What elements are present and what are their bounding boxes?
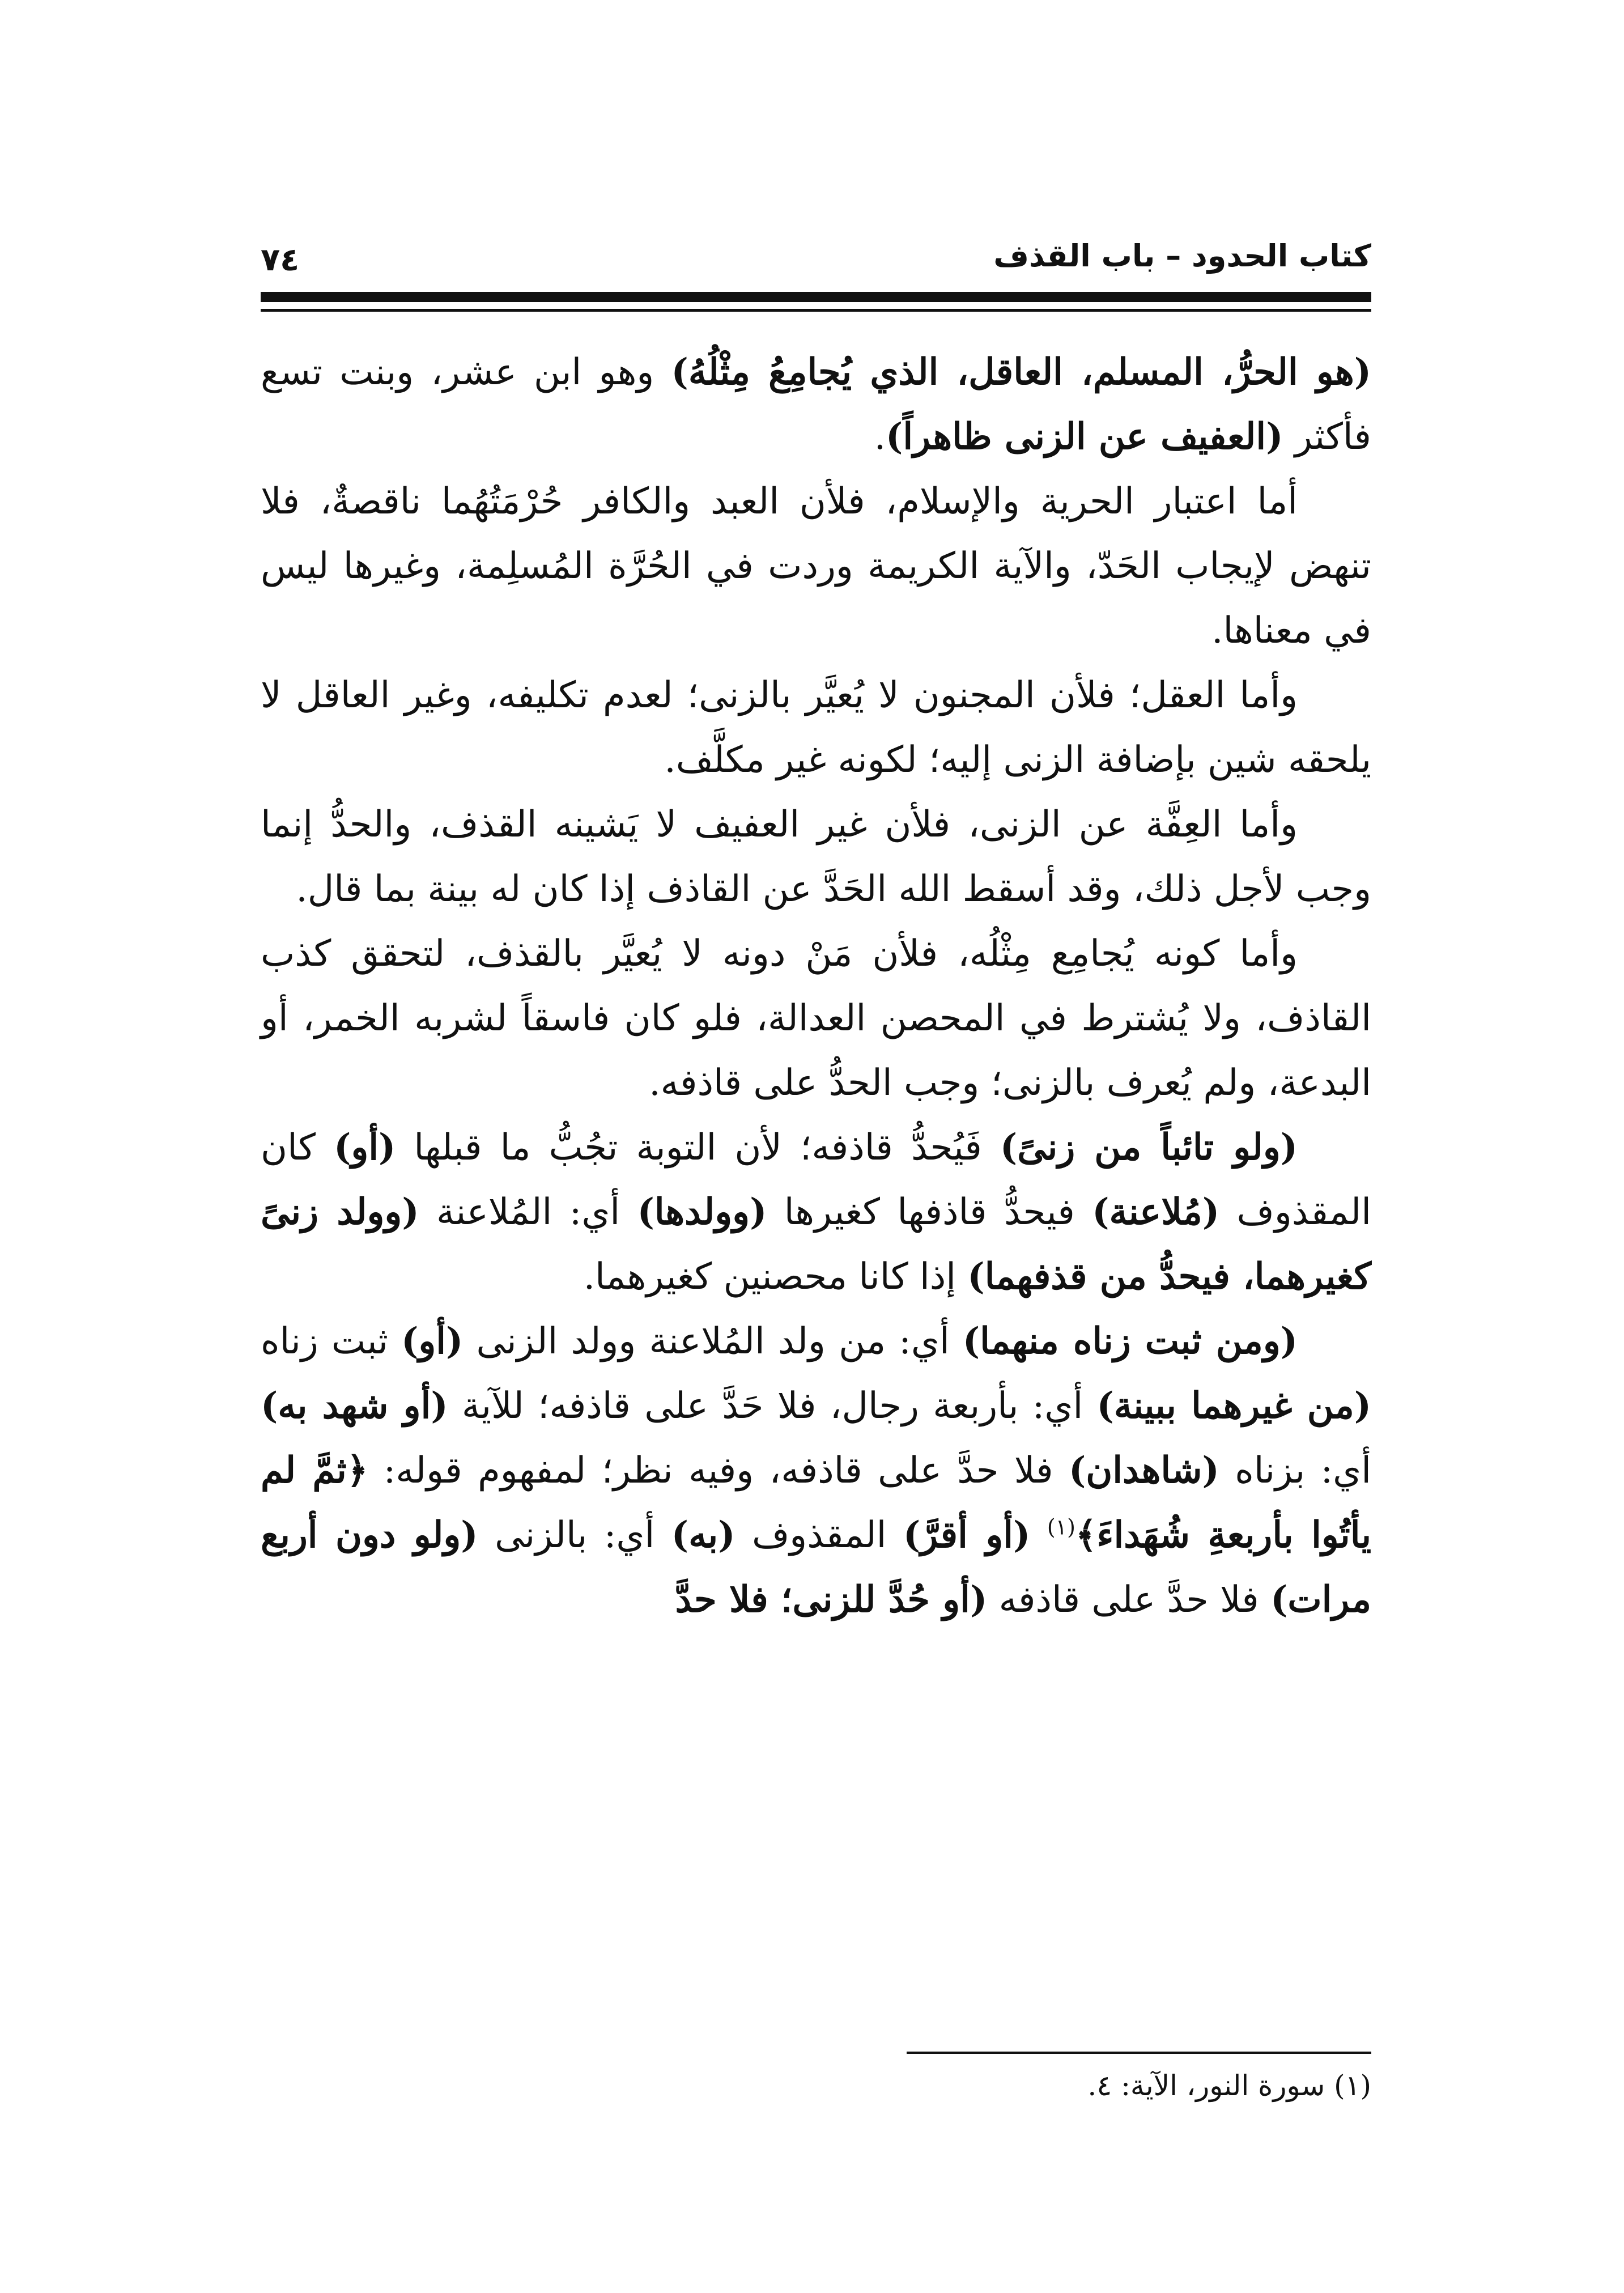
main-text [261, 340, 1371, 1632]
header-rule-thick [261, 292, 1371, 302]
matn-text: (ولو تائباً من زنىً) [1000, 1126, 1298, 1169]
sharh-text: فيحدُّ قاذفها كغيرها [767, 1191, 1092, 1233]
paragraph-7 [261, 1309, 1371, 1632]
matn-text: (هو الحرُّ، المسلم، العاقل، الذي يُجامِعُ مِثْلُهُ) [671, 351, 1371, 393]
sharh-text [1030, 1514, 1047, 1556]
paragraph-4: وأما العِفَّة عن الزنى، فلأن غير العفيف لا يَشينه القذف، والحدُّ إنما وجب لأجل ذلك، وقد أسقط الله الحَدَّ عن القاذف إذا كان له بينة بما قال. [261, 804, 1371, 910]
sharh-text: أي: بزناه [1219, 1450, 1372, 1492]
matn-text: (أو أقرَّ) [903, 1514, 1031, 1556]
sharh-text: وهو ابن عشر، وبنت تسع فأكثر [261, 351, 1371, 458]
sharh-text: . [874, 416, 886, 458]
sharh-text: كان المقذوف [261, 1127, 1372, 1233]
page-number: ٧٤ [261, 241, 300, 278]
footnote-marker: (١) [1047, 1514, 1075, 1540]
matn-text: (أو) [334, 1126, 396, 1169]
header-rule-thin [261, 309, 1371, 312]
sharh-text: المقذوف [735, 1514, 903, 1556]
matn-text: (شاهدان) [1068, 1449, 1219, 1492]
paragraph-3: وأما العقل؛ فلأن المجنون لا يُعيَّر بالزنى؛ لعدم تكليفه، وغير العاقل لا يلحقه شين بإضافة الزنى إليه؛ لكونه غير مكلَّف. [261, 674, 1371, 781]
matn-text: (ولو دون أربع مرات) [261, 1514, 1371, 1621]
matn-text: (من غيرهما ببينة) [1096, 1385, 1372, 1427]
matn-text: (أو) [401, 1320, 464, 1362]
paragraph-6 [261, 1115, 1371, 1309]
sharh-text: فلا حدَّ على قاذفه، وفيه نظر؛ لمفهوم قوله: [368, 1450, 1069, 1492]
sharh-text: أي: المُلاعنة [419, 1191, 637, 1233]
paragraph-5: وأما كونه يُجامِع مِثْلُه، فلأن مَنْ دونه لا يُعيَّر بالقذف، لتحقق كذب القاذف، ولا يُشترط في المحصن العدالة، فلو كان فاسقاً لشربه الخمر، أو البدعة، ولم يُعرف بالزنى؛ وجب الحدُّ على قاذفه. [261, 933, 1372, 1104]
matn-text: (أو حُدَّ للزنى؛ فلا حدَّ [675, 1578, 988, 1621]
sharh-text: ثبت زناه [261, 1320, 402, 1362]
matn-text: (العفيف عن الزنى ظاهراً) [886, 415, 1283, 458]
page-header [261, 238, 1371, 283]
matn-text: (به) [671, 1514, 736, 1556]
footnote-separator [907, 2052, 1371, 2054]
matn-text: (وولدها) [637, 1191, 767, 1233]
matn-text: (وولد زنىً كغيرهما، فيحدُّ من قذفهما) [261, 1191, 1371, 1298]
footnote: (١) سورة النور، الآية: ٤. [1087, 2069, 1371, 2102]
sharh-text: أي: بالزنى [478, 1514, 671, 1556]
paragraph-1 [261, 340, 1371, 469]
paragraph-2: أما اعتبار الحرية والإسلام، فلأن العبد والكافر حُرْمَتُهُما ناقصةٌ، فلا تنهض لإيجاب الحَدّ، والآية الكريمة وردت في الحُرَّة المُسلِمة، وغيرها ليس في معناها. [261, 481, 1371, 652]
quran-verse: ﴿ثمَّ لم يأتُوا بأربعةِ شُهَداءَ﴾ [261, 1449, 1372, 1556]
sharh-text: فَيُحدُّ قاذفه؛ لأن التوبة تجُبُّ ما قبلها [396, 1127, 1000, 1169]
matn-text: (ومن ثبت زناه منهما) [962, 1320, 1298, 1362]
sharh-text: أي: بأربعة رجال، فلا حَدَّ على قاذفه؛ للآية [448, 1385, 1097, 1427]
sharh-text: إذا كانا محصنين كغيرهما. [583, 1256, 968, 1298]
sharh-text: فلا حدَّ على قاذفه [987, 1579, 1271, 1621]
matn-text: (مُلاعنة) [1092, 1191, 1220, 1233]
running-title: كتاب الحدود – باب القذف [993, 238, 1371, 274]
sharh-text: أي: من ولد المُلاعنة وولد الزنى [463, 1320, 963, 1362]
matn-text: (أو شهد به) [261, 1385, 448, 1427]
